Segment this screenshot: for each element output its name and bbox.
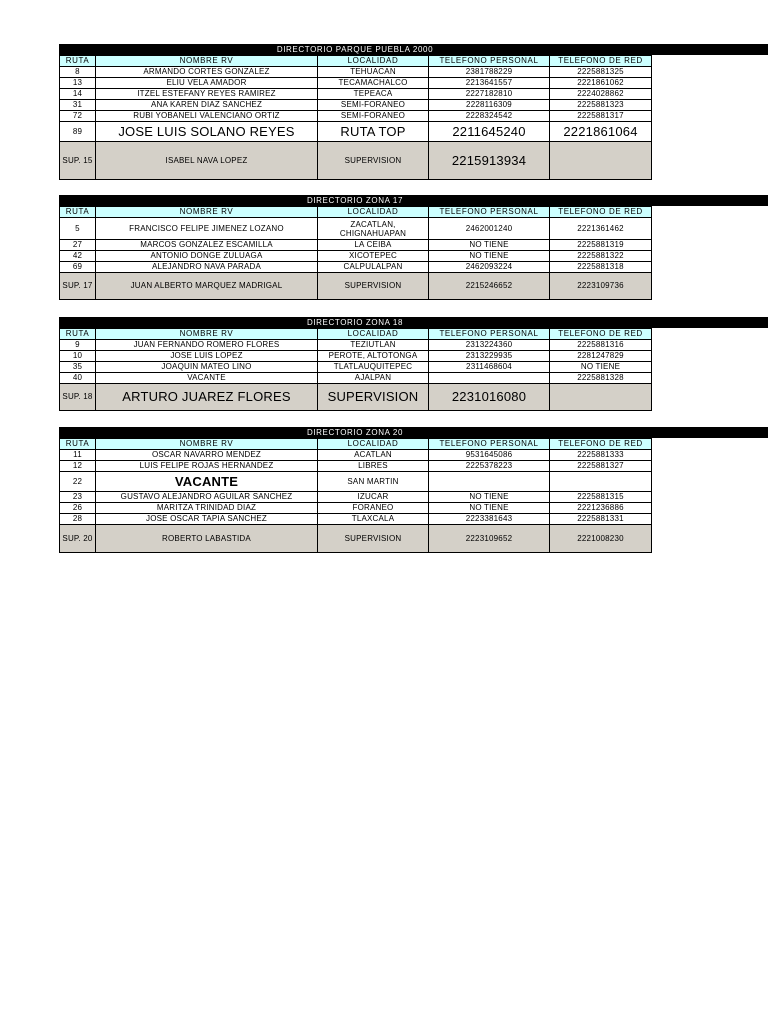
header-localidad: LOCALIDAD [318,207,429,218]
cell: SEMI-FORANEO [318,100,429,111]
cell: 2221361462 [550,218,652,240]
cell: JOSE LUIS LOPEZ [96,351,318,362]
table-row [60,240,652,251]
cell: 11 [60,450,96,461]
cell: 8 [60,67,96,78]
cell: 2221861062 [550,78,652,89]
cell: 13 [60,78,96,89]
directory-table [59,328,652,411]
cell: JOAQUIN MATEO LINO [96,362,318,373]
cell: 2381788229 [429,67,550,78]
cell: AJALPAN [318,373,429,384]
cell: ELIU VELA AMADOR [96,78,318,89]
cell: 10 [60,351,96,362]
section-zona-18 [59,317,768,411]
cell: PEROTE, ALTOTONGA [318,351,429,362]
cell: 2223109652 [429,525,550,553]
cell: NO TIENE [429,492,550,503]
cell: SUPERVISION [318,384,429,411]
header-ruta: RUTA [60,56,96,67]
header-tel-personal: TELEFONO PERSONAL [429,56,550,67]
table-row [60,100,652,111]
section-title: DIRECTORIO ZONA 20 [59,427,768,438]
table-row [60,514,652,525]
header-tel-red: TELEFONO DE RED [550,439,652,450]
section-parque-puebla [59,44,768,180]
cell: MARCOS GONZALEZ ESCAMILLA [96,240,318,251]
cell: JOSE OSCAR TAPIA SANCHEZ [96,514,318,525]
cell: 2215246652 [429,273,550,300]
header-tel-personal: TELEFONO PERSONAL [429,439,550,450]
directory-table [59,206,652,300]
cell: CALPULALPAN [318,262,429,273]
cell: 2281247829 [550,351,652,362]
header-localidad: LOCALIDAD [318,56,429,67]
header-tel-personal: TELEFONO PERSONAL [429,207,550,218]
table-row [60,67,652,78]
cell: 2225881316 [550,340,652,351]
table-row [60,111,652,122]
cell: RUBI YOBANELI VALENCIANO ORTIZ [96,111,318,122]
cell: 14 [60,89,96,100]
cell: 2224028862 [550,89,652,100]
cell: ITZEL ESTEFANY REYES RAMIREZ [96,89,318,100]
cell: TLAXCALA [318,514,429,525]
cell: 2225881318 [550,262,652,273]
header-nombre: NOMBRE RV [96,56,318,67]
header-nombre: NOMBRE RV [96,439,318,450]
cell: 2228324542 [429,111,550,122]
cell: 2225881331 [550,514,652,525]
table-row [60,251,652,262]
table-row [60,351,652,362]
cell: 89 [60,122,96,142]
header-ruta: RUTA [60,329,96,340]
cell: IZUCAR [318,492,429,503]
cell: 9531645086 [429,450,550,461]
cell: ACATLAN [318,450,429,461]
cell: TECAMACHALCO [318,78,429,89]
cell: 27 [60,240,96,251]
table-row [60,262,652,273]
cell: ZACATLAN, CHIGNAHUAPAN [318,218,429,240]
cell: 2225881323 [550,100,652,111]
table-row [60,340,652,351]
table-row [60,122,652,142]
cell: NO TIENE [429,240,550,251]
header-row [60,329,652,340]
cell: SEMI-FORANEO [318,111,429,122]
header-tel-personal: TELEFONO PERSONAL [429,329,550,340]
section-title: DIRECTORIO PARQUE PUEBLA 2000 [59,44,768,55]
cell: 35 [60,362,96,373]
cell: TLATLAUQUITEPEC [318,362,429,373]
cell: 2223109736 [550,273,652,300]
table-row [60,492,652,503]
cell: VACANTE [96,472,318,492]
cell: 2311468604 [429,362,550,373]
table-row [60,362,652,373]
cell: NO TIENE [429,503,550,514]
header-tel-red: TELEFONO DE RED [550,329,652,340]
cell: 31 [60,100,96,111]
cell: ARTURO JUAREZ FLORES [96,384,318,411]
cell: RUTA TOP [318,122,429,142]
section-title: DIRECTORIO ZONA 17 [59,195,768,206]
supervisor-row [60,273,652,300]
header-row [60,56,652,67]
cell: LA CEIBA [318,240,429,251]
cell: 2462001240 [429,218,550,240]
cell: SAN MARTIN [318,472,429,492]
cell: 2227182810 [429,89,550,100]
cell: VACANTE [96,373,318,384]
cell: 2225881319 [550,240,652,251]
header-nombre: NOMBRE RV [96,207,318,218]
supervisor-row [60,384,652,411]
cell: ISABEL NAVA LOPEZ [96,142,318,180]
table-row [60,472,652,492]
cell: 2462093224 [429,262,550,273]
directory-table [59,438,652,553]
header-tel-red: TELEFONO DE RED [550,207,652,218]
cell: 72 [60,111,96,122]
cell: 2313224360 [429,340,550,351]
cell: OSCAR NAVARRO MENDEZ [96,450,318,461]
cell: 26 [60,503,96,514]
cell: JOSE LUIS SOLANO REYES [96,122,318,142]
header-row [60,207,652,218]
cell: JUAN FERNANDO ROMERO FLORES [96,340,318,351]
cell: XICOTEPEC [318,251,429,262]
cell: 9 [60,340,96,351]
cell: 2225378223 [429,461,550,472]
cell: SUPERVISION [318,142,429,180]
cell [550,472,652,492]
cell: MARITZA TRINIDAD DIAZ [96,503,318,514]
header-ruta: RUTA [60,439,96,450]
cell [550,384,652,411]
cell: ALEJANDRO NAVA PARADA [96,262,318,273]
cell: 42 [60,251,96,262]
cell: JUAN ALBERTO MARQUEZ MADRIGAL [96,273,318,300]
cell: ANA KAREN DIAZ SANCHEZ [96,100,318,111]
cell: ANTONIO DONGE ZULUAGA [96,251,318,262]
cell: 2225881327 [550,461,652,472]
table-row [60,89,652,100]
cell [429,373,550,384]
cell: LIBRES [318,461,429,472]
cell: ARMANDO CORTES GONZALEZ [96,67,318,78]
cell: 2221861064 [550,122,652,142]
cell: FORANEO [318,503,429,514]
cell: ROBERTO LABASTIDA [96,525,318,553]
section-zona-17 [59,195,768,300]
table-row [60,503,652,514]
cell: 2211645240 [429,122,550,142]
table-row [60,450,652,461]
supervisor-row [60,142,652,180]
cell: NO TIENE [429,251,550,262]
cell: 2221008230 [550,525,652,553]
cell: 2228116309 [429,100,550,111]
table-row [60,461,652,472]
cell [429,472,550,492]
cell: 2313229935 [429,351,550,362]
section-zona-20 [59,427,768,553]
directory-table [59,55,652,180]
table-row [60,218,652,240]
cell: 12 [60,461,96,472]
cell: SUP. 18 [60,384,96,411]
table-row [60,78,652,89]
cell: SUPERVISION [318,273,429,300]
cell: 2215913934 [429,142,550,180]
section-title: DIRECTORIO ZONA 18 [59,317,768,328]
cell: 40 [60,373,96,384]
cell: 2225881328 [550,373,652,384]
cell: SUP. 15 [60,142,96,180]
cell: SUP. 20 [60,525,96,553]
cell: 2231016080 [429,384,550,411]
cell: GUSTAVO ALEJANDRO AGUILAR SANCHEZ [96,492,318,503]
cell: SUP. 17 [60,273,96,300]
cell: NO TIENE [550,362,652,373]
header-nombre: NOMBRE RV [96,329,318,340]
header-localidad: LOCALIDAD [318,439,429,450]
table-row [60,373,652,384]
cell: 69 [60,262,96,273]
cell: 2213641557 [429,78,550,89]
cell: 2223381643 [429,514,550,525]
cell: 2225881325 [550,67,652,78]
header-localidad: LOCALIDAD [318,329,429,340]
cell: 2225881317 [550,111,652,122]
cell: TEPEACA [318,89,429,100]
cell: LUIS FELIPE ROJAS HERNANDEZ [96,461,318,472]
cell: 2221236886 [550,503,652,514]
cell: 2225881322 [550,251,652,262]
cell: SUPERVISION [318,525,429,553]
cell: 2225881333 [550,450,652,461]
header-tel-red: TELEFONO DE RED [550,56,652,67]
cell: TEZIUTLAN [318,340,429,351]
cell: 28 [60,514,96,525]
cell: 22 [60,472,96,492]
header-ruta: RUTA [60,207,96,218]
cell: FRANCISCO FELIPE JIMENEZ LOZANO [96,218,318,240]
cell: TEHUACAN [318,67,429,78]
cell [550,142,652,180]
cell: 5 [60,218,96,240]
cell: 23 [60,492,96,503]
header-row [60,439,652,450]
cell: 2225881315 [550,492,652,503]
supervisor-row [60,525,652,553]
